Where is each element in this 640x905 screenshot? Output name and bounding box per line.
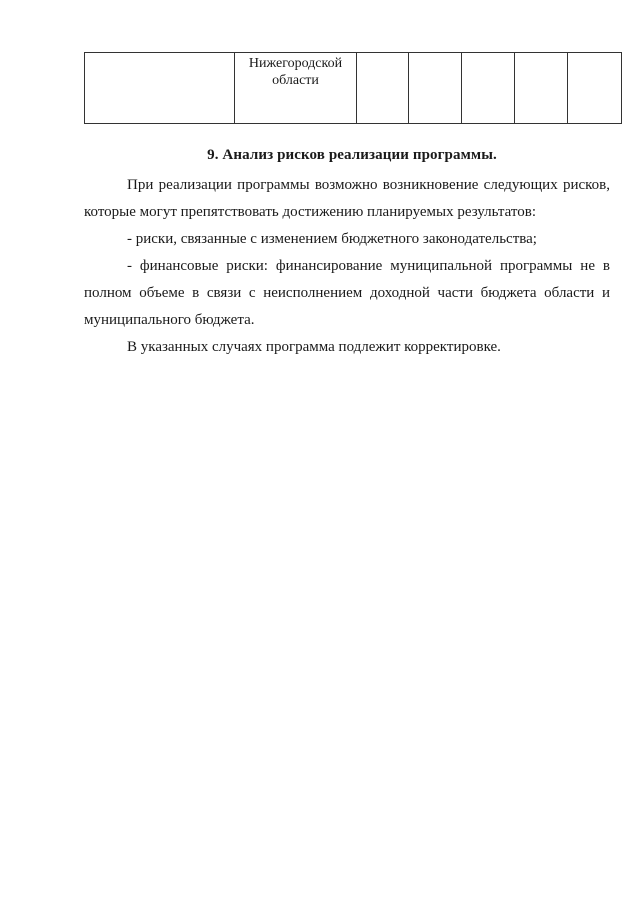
conclusion-paragraph: В указанных случаях программа подлежит корректировке. — [127, 339, 501, 355]
risk-item-legislation: - риски, связанные с изменением бюджетного законодательства; — [127, 231, 537, 247]
section-heading: 9. Анализ рисков реализации программы. — [207, 147, 497, 163]
intro-paragraph: При реализации программы возможно возникновение следующих рисков, которые могут препятствовать достижению планируемых результатов: — [84, 177, 610, 220]
table-cell — [568, 53, 622, 124]
table-cell — [515, 53, 568, 124]
table-fragment — [84, 52, 622, 124]
table-row — [85, 53, 622, 124]
table-cell — [85, 53, 235, 124]
region-line-2: области — [272, 73, 319, 88]
table-cell — [357, 53, 409, 124]
table-cell-region — [235, 53, 357, 124]
table-cell — [409, 53, 462, 124]
risk-item-financial: - финансовые риски: финансирование муниципальной программы не в полном объеме в связи с неисполнением доходной части бюджета области и муниципального бюджета. — [84, 258, 610, 328]
table-cell — [462, 53, 515, 124]
region-line-1: Нижегородской — [248, 56, 343, 71]
